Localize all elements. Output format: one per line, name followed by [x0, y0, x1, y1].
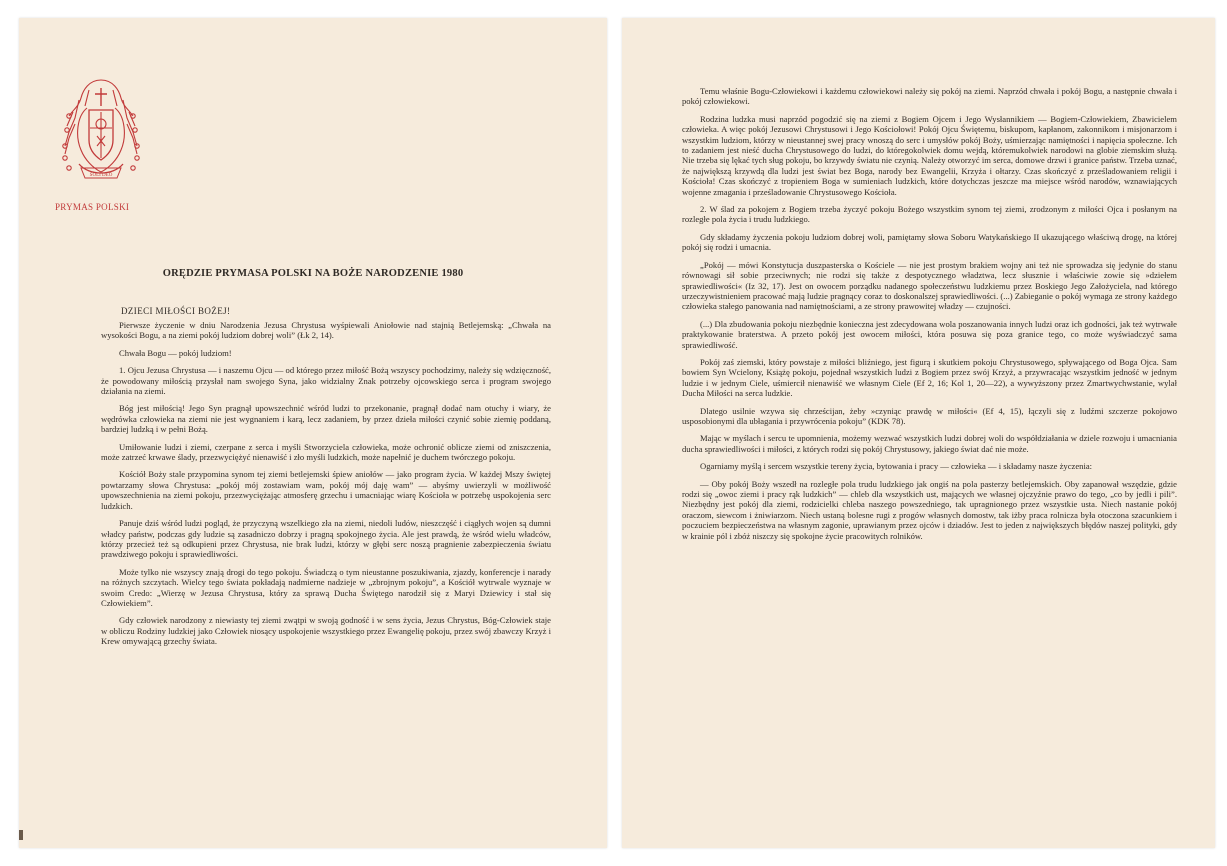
page-edge-mark — [19, 830, 23, 840]
paragraph: Pokój zaś ziemski, który powstaje z miłości bliźniego, jest figurą i skutkiem pokoju Chrystusowego, spływającego od Boga Ojca. Sam bowiem Syn Wcielony, Książę pokoju, pojednał wszystkich ludzi z Bogiem przez swój Krzyż, a przywracając wszystkim jedność w jednym ludzie i w jednym Ciele, uśmiercił nienawiść we własnym Ciele (Ef 2, 16; Kol 1, 20—22), a wywyższony przez Zmartwychwstanie, wylał Ducha Miłości na serca ludzkie. — [682, 356, 1177, 399]
emblem-motto: SOLI DEO — [89, 173, 113, 178]
paragraph: Mając w myślach i sercu te upomnienia, możemy wezwać wszystkich ludzi dobrej woli do współdziałania w dziele rozwoju i umacniania ducha sprawiedliwości i miłości, z których rodzi się pokój Chrystusowy, jakiego świat dać nie może. — [682, 433, 1177, 454]
paragraph: Panuje dziś wśród ludzi pogląd, że przyczyną wszelkiego zła na ziemi, niedoli ludów, nieszczęść i ciągłych wojen są dumni władcy państw, podczas gdy ludzie są zasadniczo dobrzy i pragną spokojnego życia. Ale jest prawdą, że wśród wielu władców, którzy przecież też są odkupieni przez Chrystusa, nie brak ludzi, którzy w głębi serc noszą pragnienie zabezpieczenia światu prawdziwego pokoju i sprawiedliwości. — [101, 518, 551, 560]
paragraph: Dlatego usilnie wzywa się chrześcijan, żeby »czyniąc prawdę w miłości« (Ef 4, 15), łączyli się z ludźmi szczerze pokojowo usposobionymi dla ubłagania i przywrócenia pokoju” (KDK 78). — [682, 405, 1177, 426]
paragraph: Gdy człowiek narodzony z niewiasty tej ziemi zwątpi w swoją godność i w sens życia, Jezus Chrystus, Bóg-Człowiek staje w obliczu Rodziny ludzkiej jako Człowiek niosący uspokojenie wszystkiego przez Ewangelię pokoju, przez swój zbawczy Krzyż i Krew omywającą grzechy świata. — [101, 615, 551, 647]
paragraph: Kościół Boży stale przypomina synom tej ziemi betlejemski śpiew aniołów — jako program życia. W każdej Mszy świętej powtarzamy słowa Chrystusa: „pokój mój zostawiam wam, pokój mój daję wam” — abyśmy uwierzyli w możliwość upowszechnienia na ziemi pokoju, przezwyciężając atmosferę grzechu i umacniając wiarę Kościoła w potrzebę uspokojenia serc ludzkich. — [101, 469, 551, 511]
paragraph: Może tylko nie wszyscy znają drogi do tego pokoju. Świadczą o tym nieustanne poszukiwania, zjazdy, konferencje i narady na różnych szczytach. Wielcy tego świata pokładają nadmierne nadzieje w „zbrojnym pokoju”, a Kościół wytrwale wyznaje w swoim Credo: „Wierzę w Jezusa Chrystusa, który za sprawą Ducha Świętego narodził się z Maryi Dziewicy i stał się Człowiekiem”. — [101, 566, 551, 608]
right-page — [622, 18, 1215, 848]
right-page-body — [682, 86, 1177, 548]
caption-primate: PRYMAS POLSKI — [55, 202, 130, 212]
paragraph: Temu właśnie Bogu-Człowiekowi i każdemu człowiekowi należy się pokój na ziemi. Naprzód chwała i pokój Bogu, a następnie chwała i pokój człowiekowi. — [682, 86, 1177, 107]
paragraph: Chwała Bogu — pokój ludziom! — [119, 347, 232, 358]
paragraph: Ogarniamy myślą i sercem wszystkie tereny życia, bytowania i pracy — człowieka — i składamy nasze życzenia: — [700, 461, 1093, 472]
paragraph: Bóg jest miłością! Jego Syn pragnął upowszechnić wśród ludzi to przekonanie, pragnął dodać nam otuchy i wiary, że wędrówka człowieka na ziemi nie jest wygnaniem i karą, lecz zadaniem, by przez dzieła miłości czynić sobie ziemię poddaną, bardziej ludzką i w pełni Bożą. — [101, 403, 551, 435]
paragraph: „Pokój — mówi Konstytucja duszpasterska o Kościele — nie jest prostym brakiem wojny ani też nie sprowadza się jedynie do stanu równowagi sił sobie przeciwnych; nie rodzi się także z despotycznego władztwa, lecz słusznie i właściwie zowie się »dziełem sprawiedliwości« (Iz 32, 17). Jest on owocem porządku nadanego społeczeństwu ludzkiemu przez Boskiego Jego Założyciela, nad którego urzeczywistnieniem pracować mają ludzie pragnący coraz to doskonalszej sprawiedliwości. (...) Zabieganie o pokój wymaga ze strony każdego człowieka stałego panowania nad namiętnościami, a ze strony prawowitej władzy — czujności. — [682, 259, 1177, 312]
left-page — [19, 18, 607, 848]
document-title: ORĘDZIE PRYMASA POLSKI NA BOŻE NARODZENIE 1980 — [162, 268, 464, 279]
left-page-body — [101, 320, 551, 654]
paragraph: Umiłowanie ludzi i ziemi, czerpane z serca i myśli Stworzyciela człowieka, może ochronić oblicze ziemi od zniszczenia, może zatrzeć krwawe ślady, przezwyciężyć nienawiść i zło myśli ludzkich, może napełnić je duchem twórczego pokoju. — [101, 441, 551, 463]
paragraph: (...) Dla zbudowania pokoju niezbędnie konieczna jest zdecydowana wola poszanowania innych ludzi oraz ich godności, jak też wytrwałe praktykowanie braterstwa. A przeto pokój jest owocem miłości, która posuwa się poza granice tego, co może wyświadczyć sama sprawiedliwość. — [682, 318, 1177, 350]
paragraph: 2. W ślad za pokojem z Bogiem trzeba życzyć pokoju Bożego wszystkim synom tej ziemi, zrodzonym z miłości Ojca i posłanym na rozległe pola życia i trudu ludzkiego. — [682, 204, 1177, 225]
paragraph: Rodzina ludzka musi naprzód pogodzić się na ziemi z Bogiem Ojcem i Jego Wysłannikiem — Bogiem-Człowiekiem, Zbawicielem człowieka. A więc pokój Jezusowi Chrystusowi i Jego Kościołowi! Pokój Ojcu Świętemu, biskupom, kapłanom, zakonnikom i misjonarzom i wszystkim ludziom, którzy w nieustannej swej pracy wnoszą do serc i umysłów pokój Boży, uśmierzając namiętności i napięcia społeczne. Ich to zadaniem jest nieść ducha Chrystusowego do ludzi, do któregokolwiek domu wejdą, któremukolwiek narodowi na globie ziemskim służą. Nie trzeba się lękać tych sług pokoju, bo krzywdy światu nie czynią. Należy otworzyć im serca, domowe drzwi i granice państw. Trzeba uznać, że największą krzywdą dla ludzi jest świat bez Boga, narody bez Ewangelii, Krzyża i ołtarzy. Czas skończyć z prześladowaniem religii i Kościoła! Czas skończyć z tropieniem Boga w sumieniach ludzkich, które dotychczas jeszcze ma miejsce wśród narodów, wznawiających wojenne zmagania i prześladowanie Chrystusowego Kościoła. — [682, 113, 1177, 197]
paragraph: Pierwsze życzenie w dniu Narodzenia Jezusa Chrystusa wyśpiewali Aniołowie nad stajnią Betlejemską: „Chwała na wysokości Bogu, a na ziemi pokój ludziom dobrej woli” (Łk 2, 14). — [101, 320, 551, 341]
paragraph: Gdy składamy życzenia pokoju ludziom dobrej woli, pamiętamy słowa Soboru Watykańskiego II ukazującego właściwą drogę, na której pokój się rodzi i umacnia. — [682, 231, 1177, 253]
paragraph: 1. Ojcu Jezusa Chrystusa — i naszemu Ojcu — od którego przez miłość Bożą wszyscy pochodzimy, należy się wdzięczność, że powodowany miłością przysłał nam swojego Syna, jako widzialny Znak potrzeby ojcowskiego serca i program swojego działania na ziemi. — [101, 365, 551, 397]
paragraph: — Oby pokój Boży wszedł na rozległe pola trudu ludzkiego jak ongiś na pola pasterzy betlejemskich. Oby zapanował wszędzie, gdzie rodzi się „owoc ziemi i pracy rąk ludzkich” — chleb dla wszystkich ust, mających we własnej ojczyźnie prawo do tego, „co by jedli i pili”. Niezbędny jest pokój dla ziemi, rodzicielki chleba naszego powszedniego, tak upragnionego przez wszystkie usta. Niech nastanie pokój oraczom, siewcom i żniwiarzom. Niech ustaną bolesne rugi z progów własnych domostw, tak iżby praca rolnicza była otoczona szacunkiem i poczuciem bezpieczeństwa na własnym zagonie, uprawianym przez ojców i dziadów. Jest to jeden z największych błędów naszej polityki, gdy w krainie pól i zbóż niszczy się spokojne życie pracowitych rolników. — [682, 478, 1177, 541]
salutation: DZIECI MIŁOŚCI BOŻEJ! — [121, 306, 231, 316]
primate-coat-of-arms-icon — [59, 76, 143, 196]
